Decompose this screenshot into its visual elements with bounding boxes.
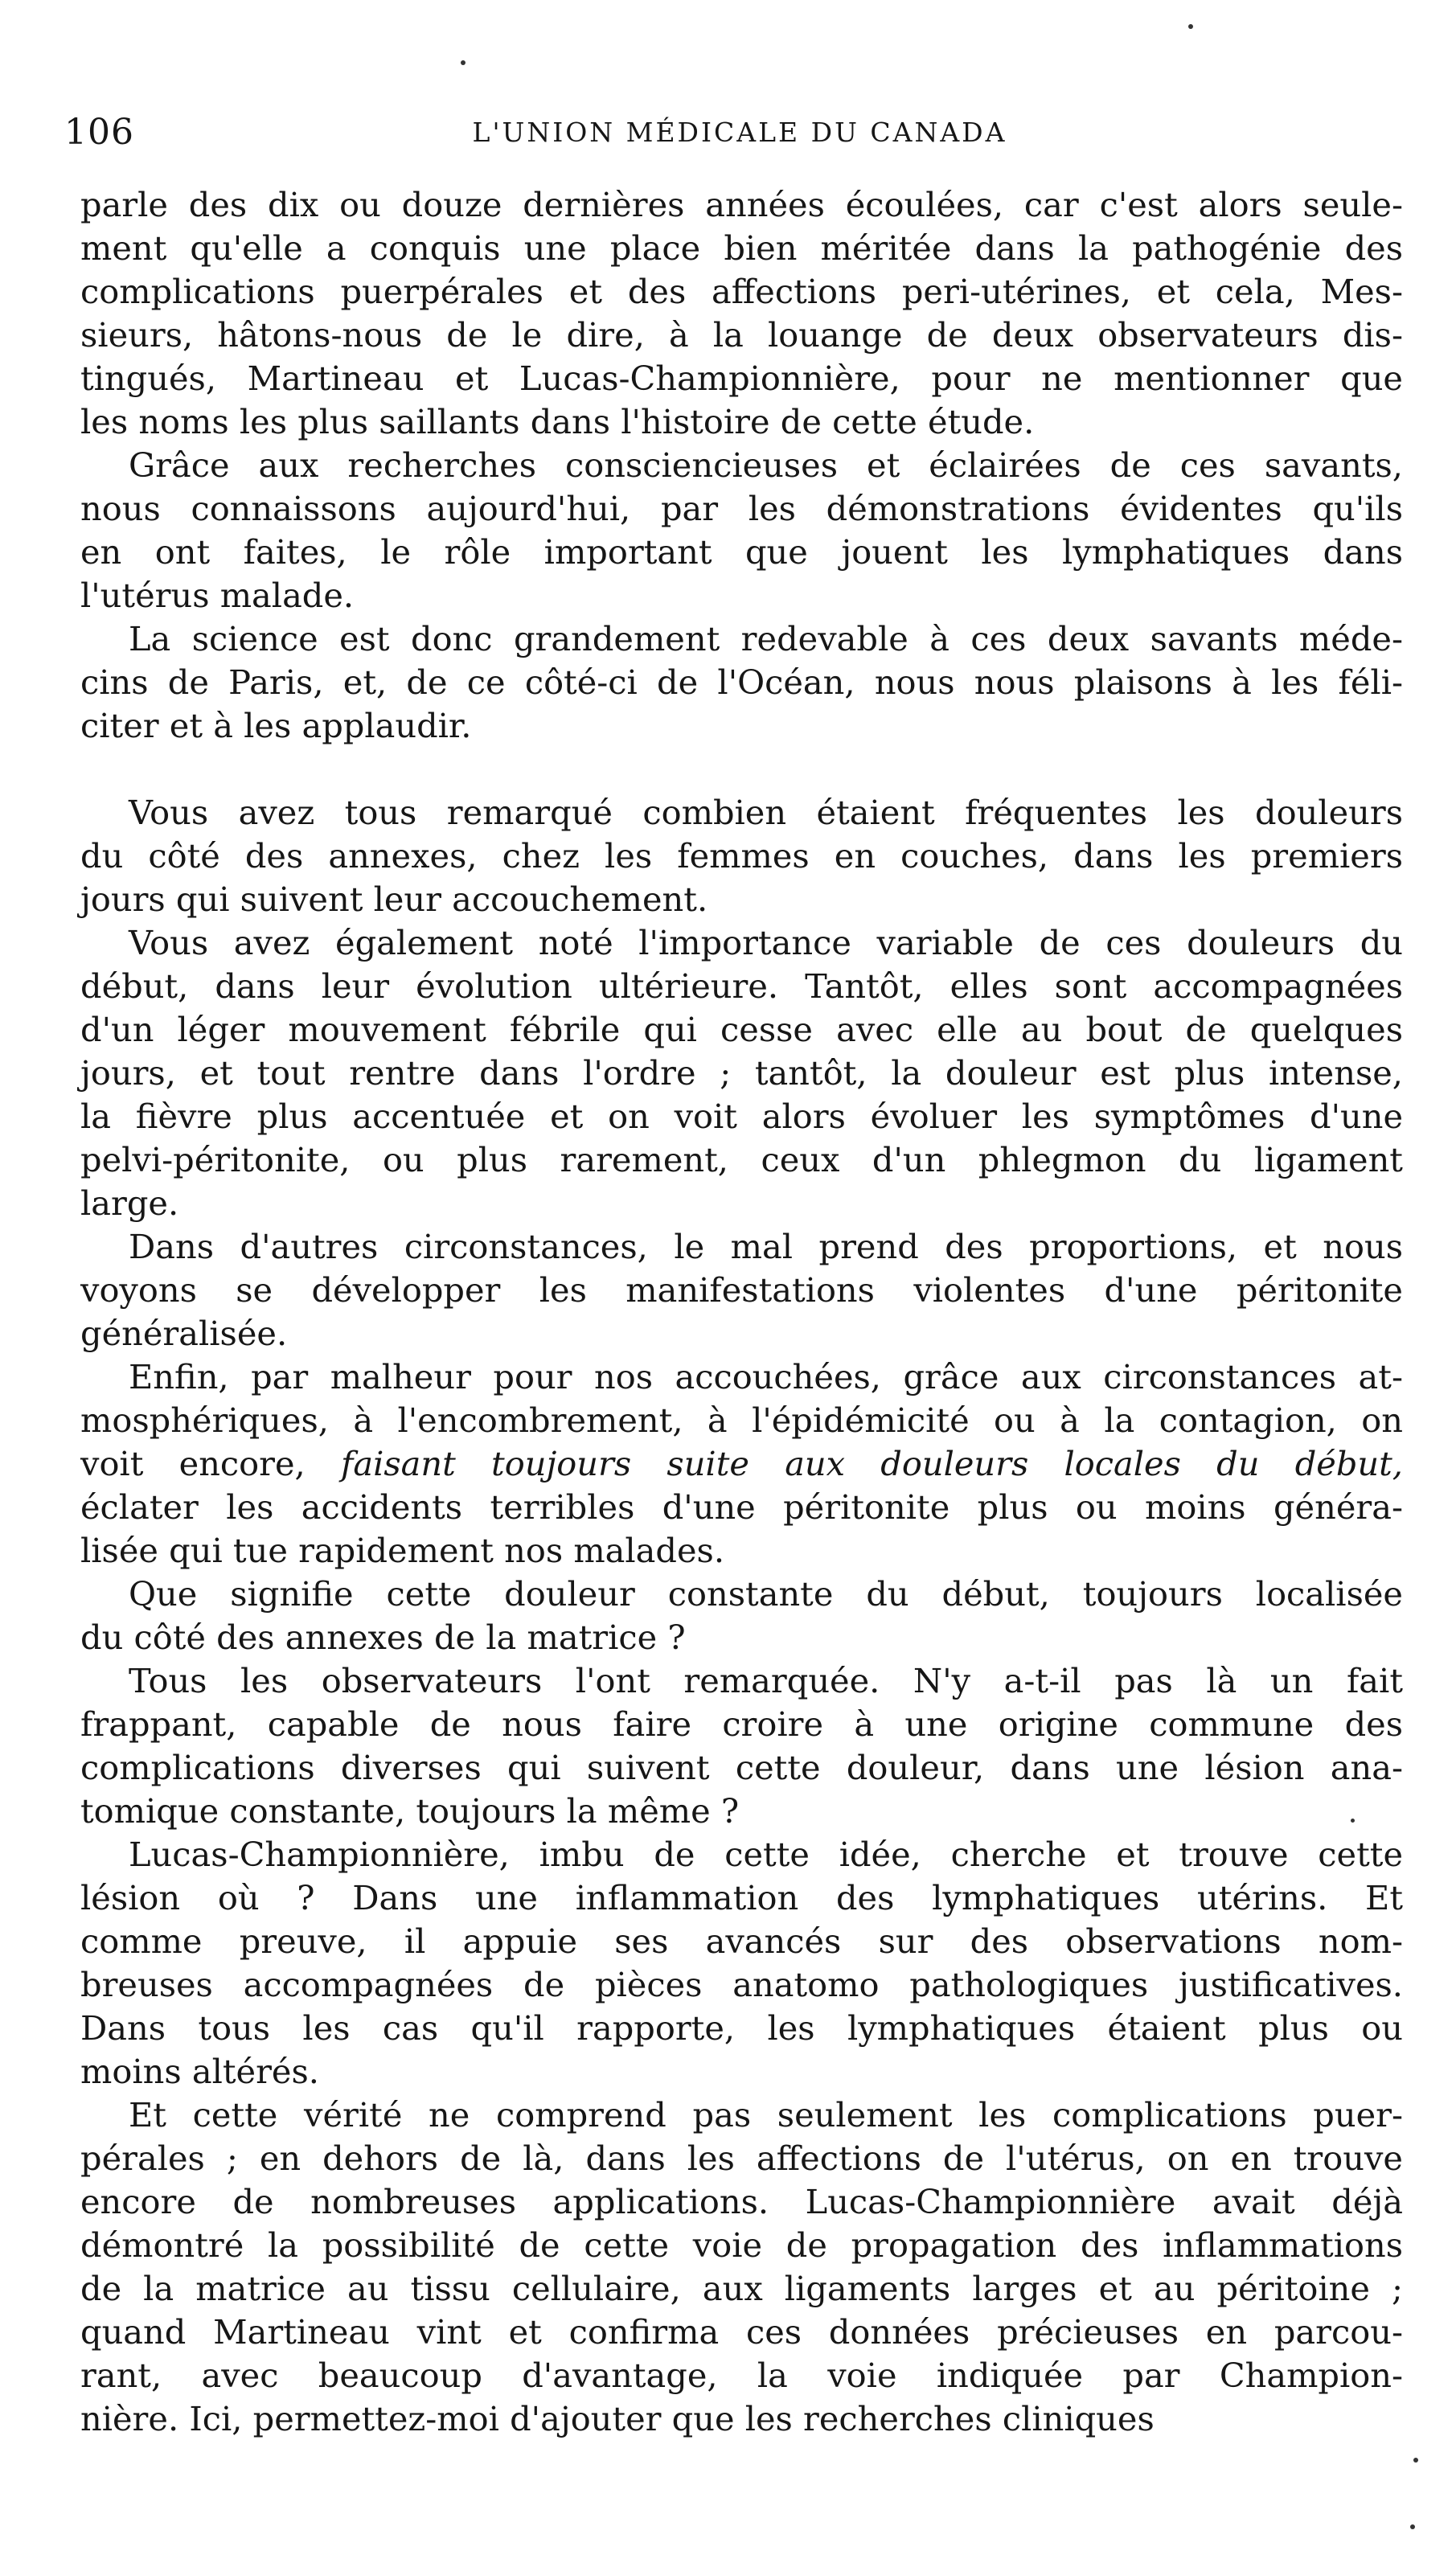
text-line: l'utérus malade. — [80, 576, 355, 615]
text-line: moins altérés. — [80, 2052, 319, 2091]
text-line: ment qu'elle a conquis une place bien méritée dans la pathogénie des — [80, 228, 1403, 268]
paragraph — [80, 444, 1403, 617]
text-line: Grâce aux recherches consciencieuses et éclairées de ces savants, — [129, 445, 1403, 485]
paragraph — [80, 1573, 1403, 1659]
text-line: lésion où ? Dans une inflammation des lymphatiques utérins. Et — [80, 1878, 1403, 1917]
text-line: du côté des annexes de la matrice ? — [80, 1618, 686, 1657]
text-line: nous connaissons aujourd'hui, par les démonstrations évidentes qu'ils — [80, 489, 1403, 528]
paragraph — [80, 2094, 1403, 2441]
text-line: Vous avez tous remarqué combien étaient fréquentes les douleurs — [129, 793, 1403, 832]
text-line: jours, et tout rentre dans l'ordre ; tantôt, la douleur est plus intense, — [80, 1053, 1403, 1093]
text-line: Dans d'autres circonstances, le mal prend des proportions, et nous — [129, 1227, 1403, 1266]
text-line: comme preuve, il appuie ses avancés sur des observations nom- — [80, 1921, 1403, 1961]
text-line: pérales ; en dehors de là, dans les affections de l'utérus, on en trouve — [80, 2139, 1403, 2178]
text-line: parle des dix ou douze dernières années écoulées, car c'est alors seule- — [80, 185, 1403, 224]
text-line: nière. Ici, permettez-moi d'ajouter que les recherches cliniques — [80, 2399, 1155, 2438]
text-line: large. — [80, 1183, 179, 1223]
text-line: quand Martineau vint et confirma ces données précieuses en parcou- — [80, 2312, 1403, 2352]
scan-speck — [1188, 24, 1193, 29]
text-line: la fièvre plus accentuée et on voit alors évoluer les symptômes d'une — [80, 1097, 1403, 1136]
text-line: généralisée. — [80, 1314, 288, 1353]
text-line: éclater les accidents terribles d'une péritonite plus ou moins généra- — [80, 1487, 1403, 1527]
paragraph — [80, 1225, 1403, 1355]
text-line: pelvi-péritonite, ou plus rarement, ceux d'un phlegmon du ligament — [80, 1140, 1403, 1179]
text-line: Tous les observateurs l'ont remarquée. N'y a-t-il pas là un fait — [129, 1661, 1403, 1700]
text-line: tomique constante, toujours la même ? — [80, 1791, 740, 1831]
text-line: encore de nombreuses applications. Lucas-Championnière avait déjà — [80, 2182, 1403, 2221]
section-gap — [80, 748, 1403, 791]
paragraph — [80, 1659, 1403, 1833]
text-run: voit encore, — [80, 1444, 341, 1483]
text-line: Vous avez également noté l'importance variable de ces douleurs du — [129, 923, 1403, 962]
paragraph — [80, 183, 1403, 444]
text-line: frappant, capable de nous faire croire à une origine commune des — [80, 1704, 1403, 1744]
text-line: citer et à les applaudir. — [80, 706, 472, 745]
text-line: rant, avec beaucoup d'avantage, la voie indiquée par Champion- — [80, 2356, 1403, 2395]
text-line: tingués, Martineau et Lucas-Championnière, pour ne mentionner que — [80, 359, 1403, 398]
paragraph — [80, 1355, 1403, 1573]
scan-speck — [461, 60, 466, 65]
text-line: complications puerpérales et des affections peri-utérines, et cela, Mes- — [80, 272, 1403, 311]
text-line: jours qui suivent leur accouchement. — [80, 880, 708, 919]
paragraph — [80, 1833, 1403, 2094]
running-head: L'UNION MÉDICALE DU CANADA — [472, 117, 1007, 148]
text-line: Que signifie cette douleur constante du début, toujours localisée — [129, 1574, 1403, 1614]
text-line: cins de Paris, et, de ce côté-ci de l'Océan, nous nous plaisons à les féli- — [80, 662, 1403, 702]
paragraph — [80, 791, 1403, 921]
text-line: sieurs, hâtons-nous de le dire, à la louange de deux observateurs dis- — [80, 315, 1403, 355]
text-line: complications diverses qui suivent cette douleur, dans une lésion ana- — [80, 1748, 1403, 1787]
text-line — [80, 1442, 1403, 1486]
text-line: d'un léger mouvement fébrile qui cesse avec elle au bout de quelques — [80, 1010, 1403, 1049]
text-line: en ont faites, le rôle important que jouent les lymphatiques dans — [80, 532, 1403, 572]
page-header — [64, 109, 1415, 157]
text-line: Lucas-Championnière, imbu de cette idée, cherche et trouve cette — [129, 1835, 1403, 1874]
page-number: 106 — [64, 112, 134, 153]
italic-run: faisant toujours suite aux douleurs locales du début, — [340, 1444, 1403, 1483]
scan-speck — [1351, 1819, 1355, 1823]
text-line: du côté des annexes, chez les femmes en couches, dans les premiers — [80, 836, 1403, 876]
scan-speck — [1413, 2458, 1418, 2463]
text-line: voyons se développer les manifestations violentes d'une péritonite — [80, 1270, 1403, 1310]
text-line: début, dans leur évolution ultérieure. Tantôt, elles sont accompagnées — [80, 966, 1403, 1006]
text-line: lisée qui tue rapidement nos malades. — [80, 1531, 725, 1570]
text-line: mosphériques, à l'encombrement, à l'épidémicité ou à la contagion, on — [80, 1400, 1403, 1440]
text-line: les noms les plus saillants dans l'histoire de cette étude. — [80, 402, 1035, 441]
text-line: breuses accompagnées de pièces anatomo pathologiques justificatives. — [80, 1965, 1403, 2004]
text-line: Enfin, par malheur pour nos accouchées, grâce aux circonstances at- — [129, 1357, 1403, 1396]
text-line: de la matrice au tissu cellulaire, aux ligaments larges et au péritoine ; — [80, 2269, 1403, 2308]
text-line: Et cette vérité ne comprend pas seulement les complications puer- — [129, 2095, 1403, 2135]
paragraph — [80, 617, 1403, 748]
text-line: Dans tous les cas qu'il rapporte, les lymphatiques étaient plus ou — [80, 2008, 1403, 2048]
text-line: La science est donc grandement redevable à ces deux savants méde- — [129, 619, 1403, 658]
scan-speck — [1410, 2524, 1415, 2529]
body-text — [80, 183, 1403, 2441]
text-line: démontré la possibilité de cette voie de propagation des inflammations — [80, 2225, 1403, 2265]
paragraph — [80, 921, 1403, 1225]
